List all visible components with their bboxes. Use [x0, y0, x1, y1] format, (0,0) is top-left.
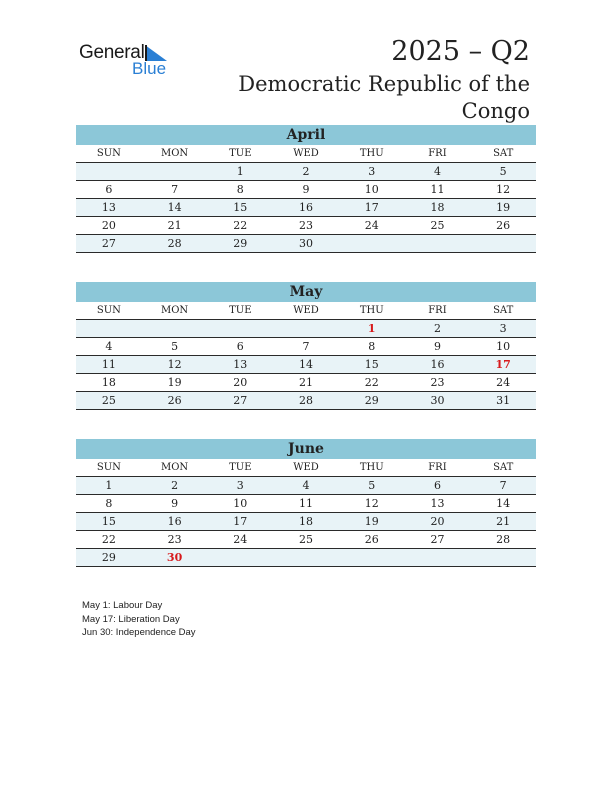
day-cell: 5: [368, 479, 376, 492]
weekday-label: THU: [359, 305, 384, 316]
week-row: [76, 374, 536, 392]
weekday-label: MON: [160, 462, 189, 473]
weekday-label: MON: [160, 148, 189, 159]
week-row: [76, 199, 536, 217]
day-cell: 15: [233, 201, 248, 214]
day-cell: 11: [101, 358, 116, 371]
day-cell: [470, 549, 536, 566]
day-cell: 22: [101, 533, 116, 546]
day-cell: 19: [167, 376, 182, 389]
day-cell: 23: [167, 533, 182, 546]
day-cell: 26: [167, 394, 182, 407]
day-cell: 17: [233, 515, 248, 528]
day-cell: 25: [299, 533, 314, 546]
day-cell: 18: [299, 515, 314, 528]
day-cell: 2: [302, 165, 310, 178]
week-row: [76, 356, 536, 374]
weekday-label: WED: [293, 305, 319, 316]
day-cell: 20: [430, 515, 445, 528]
weekday-label: THU: [359, 462, 384, 473]
day-cell: 14: [496, 497, 511, 510]
day-cell: 3: [236, 479, 244, 492]
month-header: April: [76, 125, 536, 145]
day-cell: 25: [101, 394, 116, 407]
logo: [79, 42, 179, 78]
day-cell: 3: [368, 165, 376, 178]
week-row: [76, 338, 536, 356]
month-0: [76, 125, 536, 253]
day-cell: 23: [430, 376, 445, 389]
day-cell: 21: [167, 219, 182, 232]
month-header: June: [76, 439, 536, 459]
week-row: [76, 495, 536, 513]
page-title: 2025 – Q2: [391, 36, 530, 67]
month-1: [76, 282, 536, 410]
day-cell: 17: [364, 201, 379, 214]
day-cell: 7: [499, 479, 507, 492]
day-cell: 2: [171, 479, 179, 492]
day-cell: 4: [433, 165, 441, 178]
day-cell: 20: [233, 376, 248, 389]
day-cell: 30: [299, 237, 314, 250]
week-row: [76, 477, 536, 495]
weekday-label: SUN: [96, 305, 121, 316]
weekday-label: TUE: [229, 148, 252, 159]
day-cell: 11: [430, 183, 445, 196]
weekday-label: SAT: [493, 148, 514, 159]
day-cell: 28: [167, 237, 182, 250]
day-cell: [470, 235, 536, 252]
day-cell: 9: [433, 340, 441, 353]
day-cell: 28: [299, 394, 314, 407]
weekday-label: TUE: [229, 462, 252, 473]
day-cell: 31: [496, 394, 511, 407]
weekday-label: FRI: [428, 148, 447, 159]
weekday-label: FRI: [428, 305, 447, 316]
day-cell: 6: [236, 340, 244, 353]
weekday-label: TUE: [229, 305, 252, 316]
week-row: [76, 235, 536, 253]
holiday-note: Jun 30: Independence Day: [82, 627, 196, 638]
day-cell: [339, 235, 405, 252]
day-cell: 28: [496, 533, 511, 546]
weekday-label: THU: [359, 148, 384, 159]
day-cell: 29: [364, 394, 379, 407]
day-cell: 24: [496, 376, 511, 389]
logo-text-general: General: [79, 42, 145, 63]
day-cell: 29: [101, 551, 116, 564]
day-cell: 13: [101, 201, 116, 214]
week-row: [76, 549, 536, 567]
weekday-label: WED: [293, 462, 319, 473]
day-cell: 4: [105, 340, 113, 353]
day-cell: 6: [105, 183, 113, 196]
weekday-row: [76, 145, 536, 163]
holiday-note: May 17: Liberation Day: [82, 613, 180, 625]
day-cell: 16: [299, 201, 314, 214]
day-cell: 29: [233, 237, 248, 250]
day-cell: 19: [496, 201, 511, 214]
day-cell: 20: [101, 219, 116, 232]
day-cell: 18: [101, 376, 116, 389]
day-cell: 21: [299, 376, 314, 389]
weekday-label: SUN: [96, 462, 121, 473]
country-name: Democratic Republic of the Congo: [238, 72, 530, 123]
day-cell: 6: [433, 479, 441, 492]
weekday-row: [76, 302, 536, 320]
week-row: [76, 217, 536, 235]
day-cell: 30: [430, 394, 445, 407]
day-cell: 1: [105, 479, 113, 492]
day-cell: [207, 549, 273, 566]
day-cell: 10: [233, 497, 248, 510]
day-cell: 21: [496, 515, 511, 528]
day-cell: 5: [499, 165, 507, 178]
logo-text-blue: Blue: [132, 59, 167, 78]
day-cell: 16: [430, 358, 445, 371]
day-cell: 18: [430, 201, 445, 214]
day-cell: [76, 163, 142, 180]
day-cell: [142, 163, 208, 180]
day-cell: 3: [499, 322, 507, 335]
day-cell: 27: [233, 394, 248, 407]
day-cell: 7: [302, 340, 310, 353]
weekday-row: [76, 459, 536, 477]
day-cell: [339, 549, 405, 566]
day-cell: 19: [364, 515, 379, 528]
holiday-note: May 1: Labour Day: [82, 600, 163, 611]
day-cell: 14: [167, 201, 182, 214]
day-cell: 5: [171, 340, 179, 353]
day-cell: 22: [233, 219, 248, 232]
day-cell: 12: [167, 358, 182, 371]
day-cell: 15: [364, 358, 379, 371]
day-cell: 9: [302, 183, 310, 196]
day-cell: [273, 320, 339, 337]
day-cell: 10: [496, 340, 511, 353]
day-cell: [405, 549, 471, 566]
day-cell: 7: [171, 183, 179, 196]
weekday-label: SUN: [96, 148, 121, 159]
week-row: [76, 513, 536, 531]
day-cell: 24: [233, 533, 248, 546]
day-cell: [76, 320, 142, 337]
week-row: [76, 320, 536, 338]
day-cell: 1: [236, 165, 244, 178]
holiday-day-cell: 1: [367, 322, 376, 335]
day-cell: 25: [430, 219, 445, 232]
day-cell: 14: [299, 358, 314, 371]
holiday-day-cell: 30: [166, 551, 183, 564]
day-cell: 13: [233, 358, 248, 371]
day-cell: [405, 235, 471, 252]
day-cell: 23: [299, 219, 314, 232]
week-row: [76, 163, 536, 181]
day-cell: [142, 320, 208, 337]
day-cell: 8: [236, 183, 244, 196]
day-cell: 27: [101, 237, 116, 250]
day-cell: 2: [433, 322, 441, 335]
month-2: [76, 439, 536, 567]
day-cell: 4: [302, 479, 310, 492]
day-cell: 12: [496, 183, 511, 196]
week-row: [76, 531, 536, 549]
day-cell: 26: [496, 219, 511, 232]
day-cell: 24: [364, 219, 379, 232]
week-row: [76, 181, 536, 199]
weekday-label: WED: [293, 148, 319, 159]
day-cell: 27: [430, 533, 445, 546]
weekday-label: SAT: [493, 462, 514, 473]
day-cell: 13: [430, 497, 445, 510]
weekday-label: SAT: [493, 305, 514, 316]
day-cell: 26: [364, 533, 379, 546]
weekday-label: MON: [160, 305, 189, 316]
week-row: [76, 392, 536, 410]
day-cell: 22: [364, 376, 379, 389]
day-cell: [207, 320, 273, 337]
holiday-notes: [82, 599, 196, 640]
holiday-day-cell: 17: [495, 358, 511, 371]
day-cell: 8: [105, 497, 113, 510]
day-cell: 10: [364, 183, 379, 196]
day-cell: 11: [299, 497, 314, 510]
day-cell: 8: [368, 340, 376, 353]
day-cell: 12: [364, 497, 379, 510]
day-cell: 15: [101, 515, 116, 528]
day-cell: 16: [167, 515, 182, 528]
weekday-label: FRI: [428, 462, 447, 473]
day-cell: [273, 549, 339, 566]
day-cell: 9: [171, 497, 179, 510]
month-header: May: [76, 282, 536, 302]
